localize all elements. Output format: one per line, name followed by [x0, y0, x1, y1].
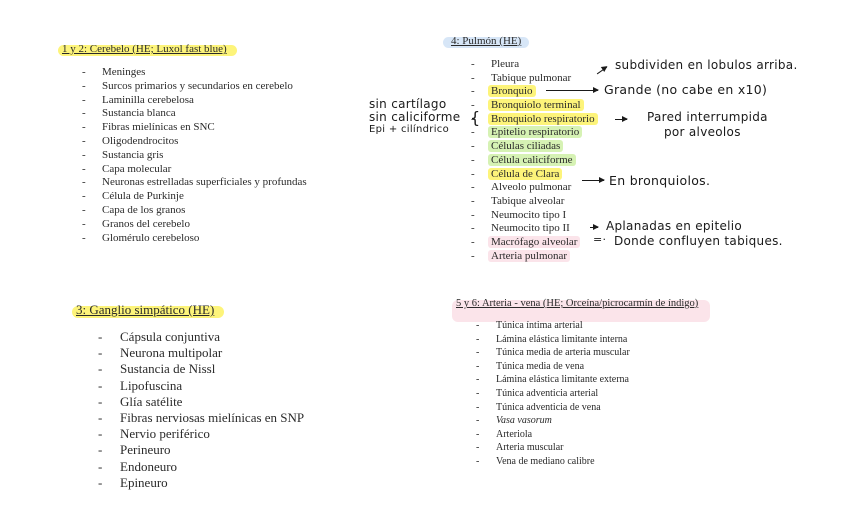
list-item: - Lámina elástica limitante interna	[476, 333, 711, 347]
list-item: - Perineuro	[98, 442, 376, 458]
list-item: - Cápsula conjuntiva	[98, 329, 376, 345]
list-item: - Túnica íntima arterial	[476, 319, 711, 333]
title-text: 4: Pulmón (HE)	[451, 35, 522, 47]
list-item-label: Tabique pulmonar	[491, 71, 572, 84]
list-item-label: Alveolo pulmonar	[491, 181, 572, 194]
list-item	[471, 195, 848, 209]
section-title	[456, 298, 706, 309]
title-text: 5 y 6: Arteria - vena (HE; Orceína/picrocarmín de índigo)	[456, 298, 699, 309]
list-item-label: Bronquiolo respiratorio	[488, 113, 598, 125]
list-item: - Célula de Purkinje	[82, 190, 317, 202]
title-text: 1 y 2: Cerebelo (HE; Luxol fast blue)	[62, 43, 227, 55]
handwritten-note: subdividen en lobulos arriba.	[615, 58, 798, 72]
list-item: - Sustancia de Nissl	[98, 361, 376, 377]
list-item-label: Células ciliadas	[488, 140, 563, 152]
equals-sign: =·	[593, 233, 607, 246]
item-list	[82, 66, 317, 244]
list-item: - Neuronas estrelladas superficiales y profundas	[82, 176, 317, 188]
handwritten-note: Aplanadas en epitelio	[606, 219, 743, 233]
list-item: - Sustancia blanca	[82, 107, 317, 119]
section-title	[62, 43, 227, 55]
list-item: - Capa de los granos	[82, 204, 317, 216]
list-item: - Glomérulo cerebeloso	[82, 232, 317, 244]
brace-icon: {	[470, 108, 481, 127]
list-item: - Túnica adventicia arterial	[476, 387, 711, 401]
handwritten-note: por alveolos	[664, 125, 741, 139]
list-item: - Nervio periférico	[98, 426, 376, 442]
list-item	[471, 126, 848, 140]
handwritten-note: sin cartílago	[369, 97, 447, 111]
item-list	[476, 319, 711, 469]
handwritten-note: Epi + cilíndrico	[369, 124, 450, 135]
list-item: - Túnica media de vena	[476, 360, 711, 374]
title-text: 3: Ganglio simpático (HE)	[76, 302, 215, 317]
list-item: - Fibras nerviosas mielínicas en SNP	[98, 410, 376, 426]
list-item: - Arteriola	[476, 428, 711, 442]
section-ganglio	[76, 301, 376, 491]
handwritten-note: Pared interrumpida	[647, 110, 768, 124]
handwritten-note: En bronquiolos.	[609, 173, 711, 188]
handwritten-note: sin caliciforme	[369, 110, 461, 124]
list-item-label: Tabique alveolar	[491, 194, 565, 207]
arrow-icon	[590, 227, 598, 228]
list-item: - Neurona multipolar	[98, 345, 376, 361]
list-item: - Arteria muscular	[476, 441, 711, 455]
list-item: - Epineuro	[98, 475, 376, 491]
list-item: - Granos del cerebelo	[82, 218, 317, 230]
list-item	[471, 154, 848, 168]
list-item: - Lipofuscina	[98, 378, 376, 394]
handwritten-note: Donde confluyen tabiques.	[614, 234, 783, 248]
list-item-label: Pleura	[491, 58, 520, 70]
arrow-icon	[615, 119, 627, 120]
list-item: - Glía satélite	[98, 394, 376, 410]
list-item-label: Arteria pulmonar	[488, 250, 570, 262]
arrow-icon	[546, 90, 598, 91]
list-item: - Sustancia gris	[82, 149, 317, 161]
list-item-label: Bronquio	[488, 85, 536, 97]
list-item: - Vena de mediano calibre	[476, 455, 711, 469]
list-item-label: Epitelio respiratorio	[488, 126, 582, 138]
list-item: - Lámina elástica limitante externa	[476, 373, 711, 387]
list-item-label: Célula caliciforme	[488, 154, 576, 166]
list-item: - Túnica adventicia de vena	[476, 401, 711, 415]
item-list	[98, 329, 376, 491]
list-item: - Endoneuro	[98, 459, 376, 475]
list-item: - Fibras mielínicas en SNC	[82, 121, 317, 133]
section-title	[76, 302, 214, 318]
list-item-label: Neumocito tipo I	[491, 208, 567, 221]
list-item: - Meninges	[82, 66, 317, 78]
list-item	[471, 140, 848, 154]
list-item-label: Bronquiolo terminal	[488, 99, 584, 111]
list-item: - Oligodendrocitos	[82, 135, 317, 147]
list-item: - Surcos primarios y secundarios en cerebelo	[82, 80, 317, 92]
handwritten-note: Grande (no cabe en x10)	[604, 82, 768, 97]
list-item-label: Macrófago alveolar	[488, 236, 580, 248]
list-item: - Capa molecular	[82, 163, 317, 175]
section-title	[451, 35, 521, 47]
arrow-icon	[582, 180, 604, 181]
list-item-label: Célula de Clara	[488, 168, 562, 180]
section-arteria-vena	[456, 298, 711, 469]
list-item: - Túnica media de arteria muscular	[476, 346, 711, 360]
list-item-label: Neumocito tipo II	[491, 222, 570, 235]
list-item	[471, 250, 848, 264]
section-cerebelo	[62, 39, 317, 245]
list-item: - Vasa vasorum	[476, 414, 711, 428]
list-item: - Laminilla cerebelosa	[82, 94, 317, 106]
